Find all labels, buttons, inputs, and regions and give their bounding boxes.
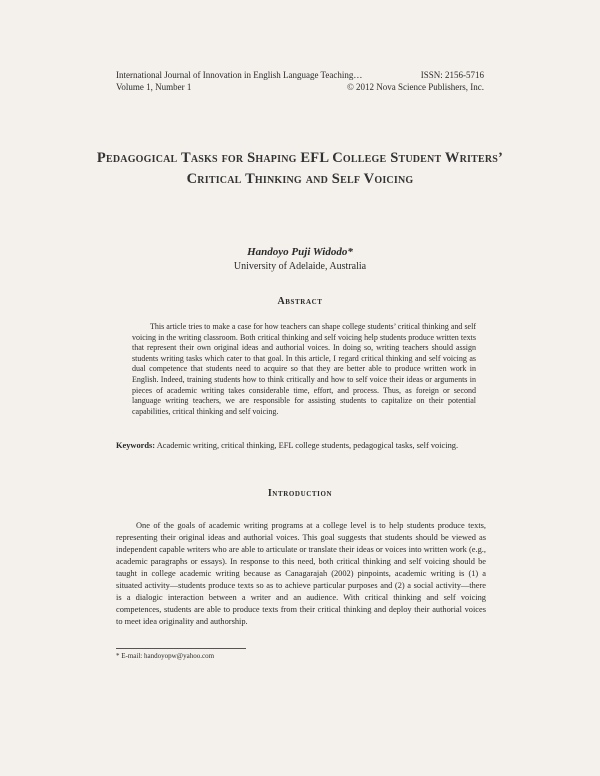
copyright: © 2012 Nova Science Publishers, Inc. (346, 82, 484, 92)
running-header-line-2 (116, 82, 484, 92)
issn: ISSN: 2156-5716 (420, 70, 484, 80)
journal-name: International Journal of Innovation in English Language Teaching… (116, 70, 363, 80)
volume-number: Volume 1, Number 1 (116, 82, 192, 92)
paper-title: Pedagogical Tasks for Shaping EFL College Student Writers’ Critical Thinking and Self Voicing (96, 150, 504, 187)
running-header-line-1 (116, 70, 484, 80)
author-name: Handoyo Puji Widodo* (247, 246, 353, 258)
abstract-text: This article tries to make a case for how teachers can shape college students’ critical thinking and self voicing in the writing classroom. Both critical thinking and self voicing help students produce written texts that represent their own original ideas and authorial voices. In doing so, writing teachers should assign students writing tasks which cater to that goal. In this article, I regard critical thinking and self voicing as dual competence that students need to acquire so that they are better able to produce written work in English. Indeed, training students how to think critically and how to self voice their ideas or arguments in pieces of academic writing takes considerable time, effort, and process. Thus, as foreign or second language writing teachers, we are responsible for assisting students to capitalize on their potential capabilities, critical thinking and self voicing. (132, 322, 476, 416)
author-affiliation: University of Adelaide, Australia (233, 261, 367, 272)
introduction-text: One of the goals of academic writing programs at a college level is to help students produce texts, representing their original ideas and authorial voices. This goal suggests that students should be viewed as independent capable writers who are able to articulate or translate their ideas or voices into written work (e.g., academic paragraphs or essays). In response to this need, both critical thinking and self voicing should be taught in college academic writing because as Canagarajah (2002) pinpoints, academic writing is (1) a situated activity—students produce texts so as to achieve particular purposes and (2) a social activity—there is a dialogic interaction between a writer and an audience. With critical thinking and self voicing competences, students are able to produce texts from their critical thinking and deploy their authorial voices to meet idea originality and authorship. (116, 521, 486, 626)
footnote-email: * E-mail: handoyopw@yahoo.com (116, 652, 215, 660)
keywords-label: Keywords: (116, 441, 156, 450)
introduction-heading: Introduction (267, 488, 333, 499)
footnote-rule (116, 648, 246, 649)
keywords-text: Academic writing, critical thinking, EFL college students, pedagogical tasks, self voicing. (156, 441, 459, 450)
abstract-heading: Abstract (277, 296, 323, 307)
keywords (116, 440, 508, 452)
